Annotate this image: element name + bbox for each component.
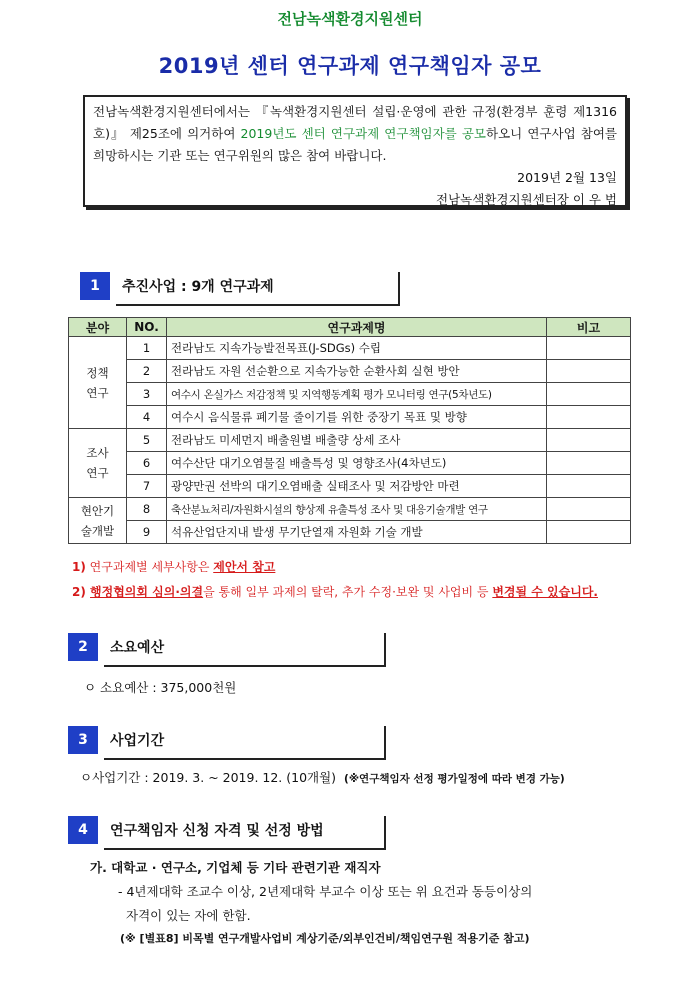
project-name-cell: 전라남도 자원 선순환으로 지속가능한 순환사회 실현 방안	[167, 360, 547, 383]
header-remarks: 비고	[547, 318, 631, 337]
table-row	[69, 360, 631, 383]
notice-text-part2: 하오니 연구사업 참여를 희망하시는 기관 또는 연구위원의 많은 참여 바랍니다.	[93, 126, 617, 163]
table-row	[69, 475, 631, 498]
no-cell: 9	[127, 521, 167, 544]
remarks-cell	[547, 475, 631, 498]
section-number-badge: 3	[68, 726, 98, 754]
remarks-cell	[547, 498, 631, 521]
notice-text-part1: 전남녹색환경지원센터에서는 『녹색환경지원센터 설립·운영에 관한 규정(환경부 훈령 제1316호)』 제25조에 의거하여	[93, 104, 617, 141]
section-title: 소요예산	[110, 640, 165, 656]
table-row	[69, 383, 631, 406]
section-underline	[104, 848, 386, 850]
no-cell: 8	[127, 498, 167, 521]
section-number-badge: 4	[68, 816, 98, 844]
project-name-cell: 전라남도 지속가능발전목표(J-SDGs) 수립	[167, 337, 547, 360]
section-number-badge: 1	[80, 272, 110, 300]
section-title: 사업기간	[110, 733, 165, 749]
header-field: 분야	[69, 318, 127, 337]
remarks-cell	[547, 337, 631, 360]
remarks-cell	[547, 429, 631, 452]
field-cell	[69, 429, 127, 498]
section-bracket	[384, 633, 386, 667]
table-row	[69, 406, 631, 429]
note-2-prefix: 2)	[72, 585, 86, 599]
section-4-header	[68, 816, 388, 850]
section-underline	[116, 304, 400, 306]
section-title: 추진사업 : 9개 연구과제	[122, 279, 274, 295]
note-2-text: 을 통해 일부 과제의 탈락, 추가 수정·보완 및 사업비 등	[203, 585, 493, 599]
field-label: 현안기 술개발	[80, 503, 115, 538]
notice-box	[83, 95, 627, 207]
organization-name: 전남녹색환경지원센터	[277, 10, 423, 28]
no-cell: 4	[127, 406, 167, 429]
project-name-cell: 여수산단 대기오염물질 배출특성 및 영향조사(4차년도)	[167, 452, 547, 475]
period-line	[80, 768, 565, 786]
no-cell: 6	[127, 452, 167, 475]
project-name-cell: 전라남도 미세먼지 배출원별 배출량 상세 조사	[167, 429, 547, 452]
section-2-header	[68, 633, 388, 667]
no-cell: 5	[127, 429, 167, 452]
field-cell	[69, 498, 127, 544]
project-name-cell: 여수시 온실가스 저감정책 및 지역행동계획 평가 모니터링 연구(5차년도)	[167, 383, 547, 406]
section-bracket	[384, 726, 386, 760]
project-name-cell: 석유산업단지내 발생 무기단열재 자원화 기술 개발	[167, 521, 547, 544]
section-1-header	[80, 272, 400, 306]
section-bracket	[398, 272, 400, 306]
remarks-cell	[547, 521, 631, 544]
section-bracket	[384, 816, 386, 850]
no-cell: 7	[127, 475, 167, 498]
project-name-cell: 여수시 음식물류 폐기물 줄이기를 위한 중장기 목표 및 방향	[167, 406, 547, 429]
period-text: ㅇ사업기간 : 2019. 3. ~ 2019. 12. (10개월)	[80, 770, 337, 785]
project-name-cell: 광양만권 선박의 대기오염배출 실태조사 및 저감방안 마련	[167, 475, 547, 498]
remarks-cell	[547, 383, 631, 406]
note-2	[72, 583, 598, 600]
notice-highlight: 2019년도 센터 연구과제 연구책임자를 공모	[240, 126, 487, 141]
notice-signer: 전남녹색환경지원센터장 이 우 범	[436, 192, 617, 207]
table-row	[69, 498, 631, 521]
section-3-header	[68, 726, 388, 760]
note-1-emphasis: 제안서 참고	[213, 560, 276, 574]
notice-body	[93, 101, 617, 167]
section-underline	[104, 758, 386, 760]
remarks-cell	[547, 452, 631, 475]
field-label: 조사 연구	[86, 446, 109, 480]
qualification-sub-1: - 4년제대학 조교수 이상, 2년제대학 부교수 이상 또는 위 요건과 동등이상의	[118, 884, 533, 899]
header-project-name: 연구과제명	[167, 318, 547, 337]
research-projects-table	[68, 317, 631, 544]
field-label: 정책 연구	[86, 365, 109, 400]
header-no: NO.	[127, 318, 167, 337]
table-header-row	[69, 318, 631, 337]
note-1-text: 연구과제별 세부사항은	[89, 560, 214, 574]
table-row	[69, 452, 631, 475]
qualification-sub-2: 자격이 있는 자에 한함.	[126, 908, 251, 923]
section-number-badge: 2	[68, 633, 98, 661]
field-cell	[69, 337, 127, 429]
budget-text: ㅇ 소요예산 : 375,000천원	[84, 680, 237, 695]
notice-date: 2019년 2월 13일	[517, 170, 617, 185]
remarks-cell	[547, 360, 631, 383]
remarks-cell	[547, 406, 631, 429]
qualification-reference: (※ [별표8] 비목별 연구개발사업비 계상기준/외부인건비/책임연구원 적용기준 참고)	[120, 932, 530, 945]
period-note: (※연구책임자 선정 평가일정에 따라 변경 가능)	[344, 773, 565, 785]
no-cell: 1	[127, 337, 167, 360]
table-row	[69, 429, 631, 452]
table-row	[69, 521, 631, 544]
note-1	[72, 558, 275, 575]
page-title: 2019년 센터 연구과제 연구책임자 공모	[158, 54, 542, 78]
section-underline	[104, 665, 386, 667]
note-2-emphasis-1: 행정협의회 심의·의결	[90, 585, 204, 599]
note-1-prefix: 1)	[72, 560, 86, 574]
section-title: 연구책임자 신청 자격 및 선정 방법	[110, 823, 324, 839]
project-name-cell: 축산분뇨처리/자원화시설의 향상제 유출특성 조사 및 대응기술개발 연구	[167, 498, 547, 521]
note-2-emphasis-2: 변경될 수 있습니다.	[492, 585, 598, 599]
no-cell: 3	[127, 383, 167, 406]
qualification-item: 가. 대학교 · 연구소, 기업체 등 기타 관련기관 재직자	[90, 860, 381, 875]
no-cell: 2	[127, 360, 167, 383]
table-row	[69, 337, 631, 360]
